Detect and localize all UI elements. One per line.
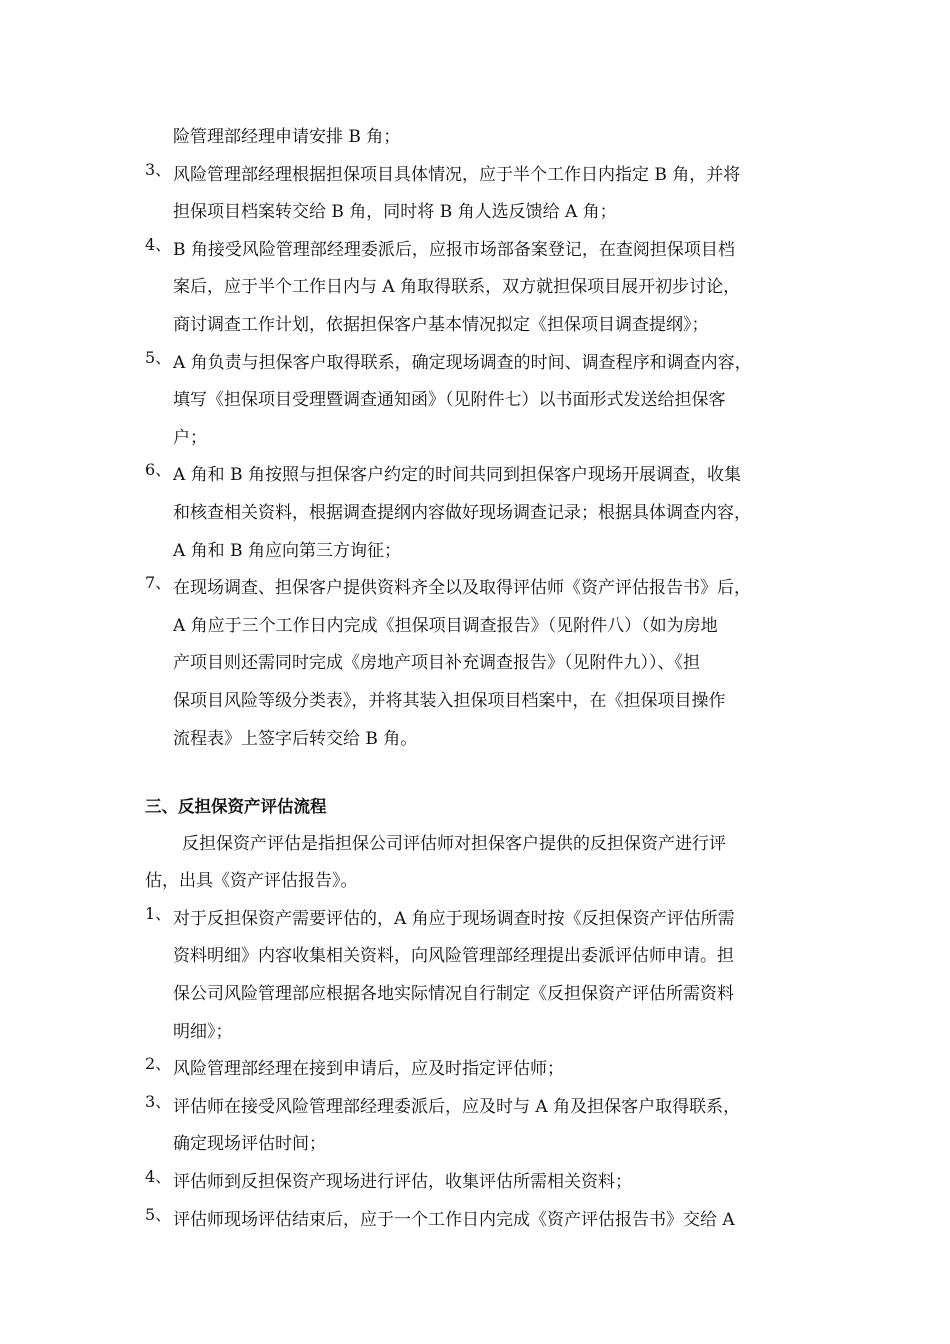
list-item [145,457,825,570]
list-item-number: 5、 [145,347,172,367]
list-item-number: 4、 [145,234,172,254]
list-item-number: 4、 [145,1167,172,1187]
list-item [145,1202,825,1240]
list-item-line: 担保项目档案转交给 B 角，同时将 B 角人选反馈给 A 角； [173,202,617,223]
list-item-line: A 角和 B 角按照与担保客户约定的时间共同到担保客户现场开展调查，收集 [173,465,741,486]
list-item [145,232,825,345]
list-item-line: 流程表》上签字后转交给 B 角。 [173,728,418,749]
list-item-line: A 角负责与担保客户取得联系，确定现场调查的时间、调查程序和调查内容， [173,352,752,373]
section-heading: 三、反担保资产评估流程 [145,797,327,817]
section2-list [145,157,825,759]
list-item [145,570,825,758]
intro-line: 估，出具《资产评估报告》。 [145,871,358,892]
list-item [145,901,825,1051]
section3-list [145,901,825,1239]
list-item-number: 7、 [145,573,172,593]
list-item-line: 保公司风险管理部应根据各地实际情况自行制定《反担保资产评估所需资料 [173,984,734,1005]
list-item-line: 和核查相关资料，根据调查提纲内容做好现场调查记录；根据具体调查内容， [173,502,751,523]
list-item [145,1051,825,1089]
list-item-number: 2、 [145,1054,172,1074]
list-item-line: 评估师现场评估结束后，应于一个工作日内完成《资产评估报告书》交给 A [173,1209,735,1230]
paragraph-line: 险管理部经理申请安排 B 角； [173,127,401,147]
list-item-line: 户； [173,427,207,448]
list-item-line: 案后，应于半个工作日内与 A 角取得联系，双方就担保项目展开初步讨论， [173,277,741,298]
list-item-number: 6、 [145,460,172,480]
list-item-line: B 角接受风险管理部经理委派后，应报市场部备案登记，在查阅担保项目档 [173,239,735,260]
list-item-number: 5、 [145,1204,172,1224]
list-item-line: 风险管理部经理在接到申请后，应及时指定评估师； [173,1059,564,1080]
list-item-line: 产项目则还需同时完成《房地产项目补充调查报告》（见附件九））、《担 [173,653,700,674]
list-item-line: 保项目风险等级分类表》，并将其装入担保项目档案中，在《担保项目操作 [173,690,726,711]
document-body [145,119,825,1239]
list-item-number: 3、 [145,159,172,179]
list-item-line: 评估师到反担保资产现场进行评估，收集评估所需相关资料； [173,1172,632,1193]
list-item [145,1164,825,1202]
list-item [145,157,825,232]
list-item-line: 商讨调查工作计划，依据担保客户基本情况拟定《担保项目调查提纲》； [173,314,709,335]
list-item-line: 填写《担保项目受理暨调查通知函》（见附件七）以书面形式发送给担保客 [173,390,726,411]
list-item [145,345,825,458]
list-item-number: 3、 [145,1091,172,1111]
list-item-line: 明细》； [173,1021,233,1042]
list-item-line: 确定现场评估时间； [173,1134,326,1155]
list-item [145,1089,825,1164]
list-item-line: 资料明细》内容收集相关资料，向风险管理部经理提出委派评估师申请。担 [173,946,734,967]
list-item-line: 对于反担保资产需要评估的，A 角应于现场调查时按《反担保资产评估所需 [173,908,735,929]
list-item-line: 风险管理部经理根据担保项目具体情况，应于半个工作日内指定 B 角，并将 [173,164,741,185]
list-item-number: 1、 [145,903,172,923]
list-item-line: A 角应于三个工作日内完成《担保项目调查报告》（见附件八）（如为房地 [173,615,718,636]
list-item-line: 在现场调查、担保客户提供资料齐全以及取得评估师《资产评估报告书》后， [173,578,751,599]
list-item-line: A 角和 B 角应向第三方询征； [173,540,401,561]
intro-line: 反担保资产评估是指担保公司评估师对担保客户提供的反担保资产进行评 [182,833,726,854]
list-item-line: 评估师在接受风险管理部经理委派后，应及时与 A 角及担保客户取得联系， [173,1096,741,1117]
section-spacer [145,758,825,788]
